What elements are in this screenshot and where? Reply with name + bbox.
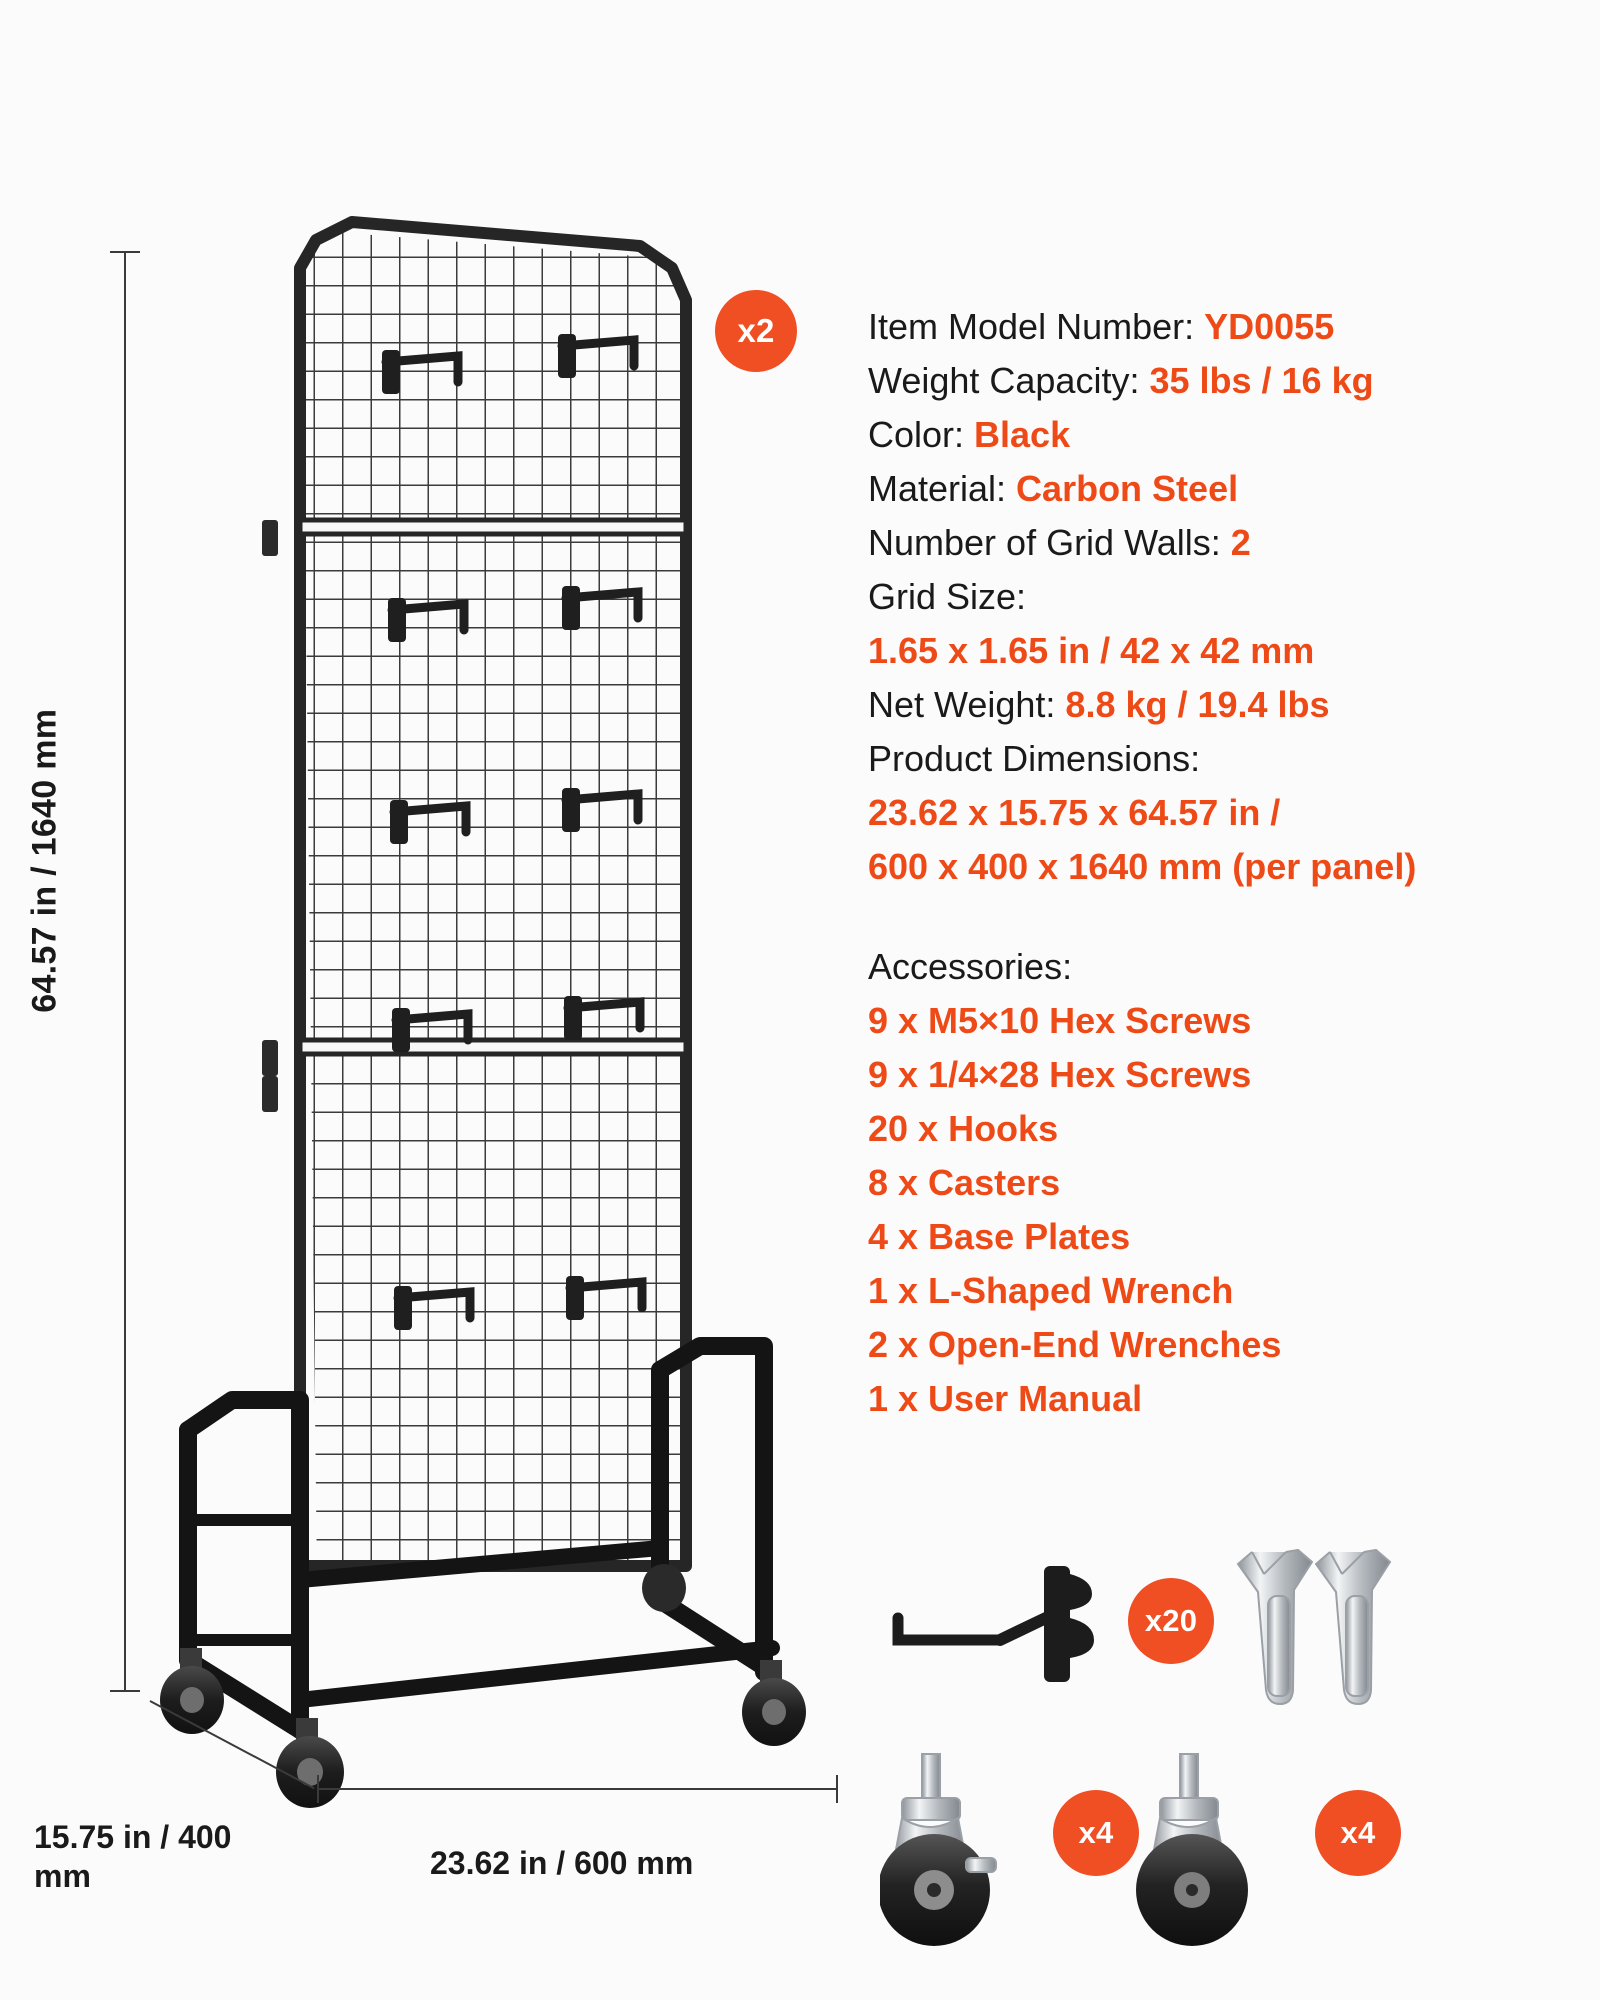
width-dimension-label: 23.62 in / 600 mm [430, 1845, 694, 1881]
panel-connector-upper [262, 520, 278, 556]
spec-row-product-dimensions-value-2: 600 x 400 x 1640 mm (per panel) [868, 846, 1417, 887]
panel-count-badge: x2 [715, 290, 797, 372]
spec-value-capacity: 35 lbs / 16 kg [1149, 360, 1374, 401]
depth-dimension-label: 15.75 in / 400 mm [34, 1819, 232, 1895]
panel-joint-lower [300, 1040, 686, 1054]
hook-icon [898, 1566, 1094, 1682]
spec-row-product-dimensions-label: Product Dimensions: [868, 738, 1201, 779]
height-dimension-label: 64.57 in / 1640 mm [25, 708, 64, 1013]
swivel-caster-icon [880, 1754, 996, 1946]
fixed-caster-icon [1136, 1754, 1248, 1946]
specifications-list [868, 300, 1568, 1426]
spec-row-grid-walls [868, 516, 1568, 570]
panel-joint-upper [300, 520, 686, 534]
specs-spacer [868, 894, 1568, 940]
spec-label-grid-walls: Number of Grid Walls: [868, 522, 1231, 563]
accessory-item-l-wrench: 1 x L-Shaped Wrench [868, 1270, 1234, 1311]
spec-row-model [868, 300, 1568, 354]
panel-connector-lower-2 [262, 1076, 278, 1112]
spec-row-capacity [868, 354, 1568, 408]
spec-value-grid-walls: 2 [1230, 522, 1251, 563]
spec-label-net-weight: Net Weight: [868, 684, 1066, 725]
spec-label-capacity: Weight Capacity: [868, 360, 1150, 401]
width-dimension-line [318, 1788, 838, 1790]
accessory-item-casters: 8 x Casters [868, 1162, 1061, 1203]
spec-row-color [868, 408, 1568, 462]
accessory-item-user-manual: 1 x User Manual [868, 1378, 1143, 1419]
spec-row-net-weight [868, 678, 1568, 732]
accessory-illustrations [880, 1540, 1580, 1980]
accessory-item-open-end-wrenches: 2 x Open-End Wrenches [868, 1324, 1282, 1365]
hook-quantity-badge: x20 [1128, 1578, 1214, 1664]
width-dimension-right-cap [836, 1775, 838, 1803]
swivel-caster-quantity-badge: x4 [1053, 1790, 1139, 1876]
fixed-caster-quantity-badge: x4 [1315, 1790, 1401, 1876]
spec-label-material: Material: [868, 468, 1017, 509]
spec-label-color: Color: [868, 414, 975, 455]
accessory-item-base-plates: 4 x Base Plates [868, 1216, 1131, 1257]
spec-row-grid-size-value: 1.65 x 1.65 in / 42 x 42 mm [868, 630, 1315, 671]
open-end-wrench-icon-2 [1316, 1550, 1390, 1704]
accessory-item-m5-screws: 9 x M5×10 Hex Screws [868, 1000, 1252, 1041]
spec-value-model: YD0055 [1204, 306, 1335, 347]
accessory-item-quarter-screws: 9 x 1/4×28 Hex Screws [868, 1054, 1252, 1095]
spec-label-model: Item Model Number: [868, 306, 1205, 347]
spec-value-color: Black [974, 414, 1071, 455]
spec-row-product-dimensions-value-1: 23.62 x 15.75 x 64.57 in / [868, 792, 1281, 833]
accessory-item-hooks: 20 x Hooks [868, 1108, 1059, 1149]
spec-row-material [868, 462, 1568, 516]
spec-value-material: Carbon Steel [1016, 468, 1239, 509]
accessories-heading: Accessories: [868, 946, 1073, 987]
spec-value-net-weight: 8.8 kg / 19.4 lbs [1065, 684, 1330, 725]
spec-row-grid-size-label: Grid Size: [868, 576, 1027, 617]
open-end-wrench-icon-1 [1238, 1550, 1312, 1704]
panel-connector-lower [262, 1040, 278, 1076]
